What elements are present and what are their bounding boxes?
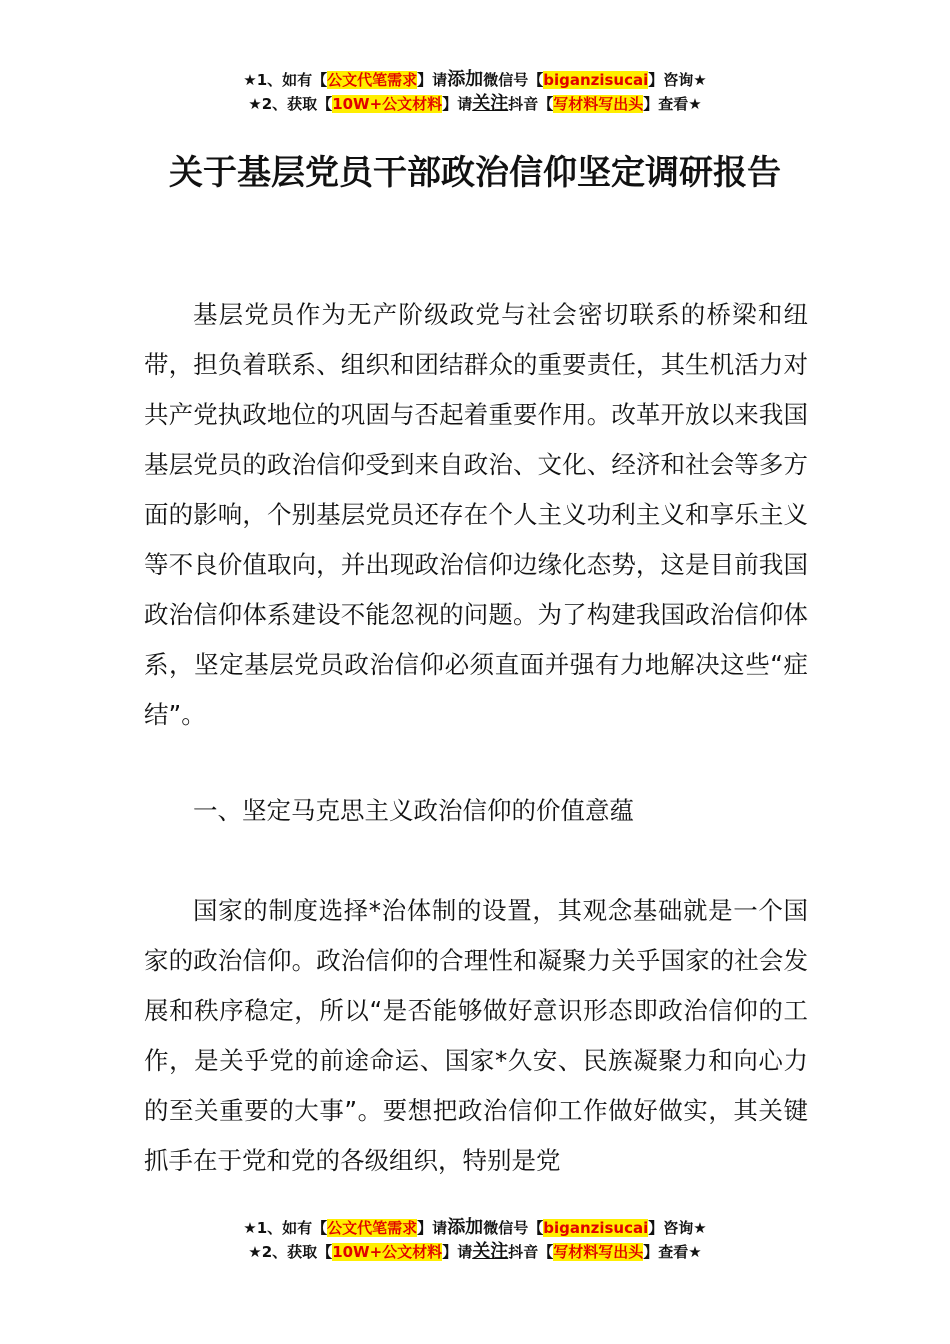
notice-highlight-wechat-id: biganzisucai xyxy=(543,1219,649,1237)
footer-notice xyxy=(0,1216,950,1264)
notice-line-2 xyxy=(0,92,950,116)
paragraph-intro: 基层党员作为无产阶级政党与社会密切联系的桥梁和纽带，担负着联系、组织和团结群众的重要责任，其生机活力对共产党执政地位的巩固与否起着重要作用。改革开放以来我国基层党员的政治信仰受到来自政治、文化、经济和社会等多方面的影响，个别基层党员还存在个人主义功利主义和享乐主义等不良价值取向，并出现政治信仰边缘化态势，这是目前我国政治信仰体系建设不能忽视的问题。为了构建我国政治信仰体系，坚定基层党员政治信仰必须直面并强有力地解决这些“症结”。 xyxy=(144,300,808,729)
notice-text: 】查看★ xyxy=(643,1243,702,1261)
body-section-value xyxy=(144,886,808,1186)
notice-text: ★1、如有【 xyxy=(243,71,328,89)
notice-highlight-wechat-id: biganzisucai xyxy=(543,71,649,89)
notice-line-1 xyxy=(0,68,950,92)
notice-text: 】查看★ xyxy=(643,95,702,113)
body-section-intro xyxy=(144,290,808,740)
notice-text: 】请 xyxy=(417,1219,448,1237)
notice-text: 】请 xyxy=(442,1243,473,1261)
notice-text: ★2、获取【 xyxy=(248,1243,333,1261)
notice-text: 】请 xyxy=(417,71,448,89)
notice-text: ★1、如有【 xyxy=(243,1219,328,1237)
section-heading: 一、坚定马克思主义政治信仰的价值意蕴 xyxy=(193,796,634,825)
notice-text: 抖音【 xyxy=(508,1243,554,1261)
notice-highlight-douyin: 写材料写出头 xyxy=(553,1243,644,1261)
notice-highlight-douyin: 写材料写出头 xyxy=(553,95,644,113)
notice-emphasis: 关注 xyxy=(472,1241,509,1262)
notice-text: 微信号【 xyxy=(483,71,544,89)
notice-highlight: 公文代笔需求 xyxy=(327,1219,418,1237)
notice-text: 】请 xyxy=(442,95,473,113)
paragraph-value: 国家的制度选择*治体制的设置，其观念基础就是一个国家的政治信仰。政治信仰的合理性和凝聚力关乎国家的社会发展和秩序稳定，所以“是否能够做好意识形态即政治信仰的工作，是关乎党的前途命运、国家*久安、民族凝聚力和向心力的至关重要的大事”。要想把政治信仰工作做好做实，其关键抓手在于党和党的各级组织，特别是党 xyxy=(144,896,808,1175)
header-notice xyxy=(0,68,950,116)
notice-emphasis: 添加 xyxy=(447,1217,484,1238)
notice-highlight: 公文代笔需求 xyxy=(327,71,418,89)
notice-text: 抖音【 xyxy=(508,95,554,113)
notice-text: 微信号【 xyxy=(483,1219,544,1237)
notice-highlight: 10W+公文材料 xyxy=(332,95,443,113)
notice-text: 】咨询★ xyxy=(648,71,707,89)
notice-text: ★2、获取【 xyxy=(248,95,333,113)
notice-highlight: 10W+公文材料 xyxy=(332,1243,443,1261)
notice-emphasis: 添加 xyxy=(447,69,484,90)
body-section-heading xyxy=(144,786,808,836)
notice-line-2 xyxy=(0,1240,950,1264)
notice-line-1 xyxy=(0,1216,950,1240)
notice-emphasis: 关注 xyxy=(472,93,509,114)
notice-text: 】咨询★ xyxy=(648,1219,707,1237)
document-title: 关于基层党员干部政治信仰坚定调研报告 xyxy=(169,153,781,193)
